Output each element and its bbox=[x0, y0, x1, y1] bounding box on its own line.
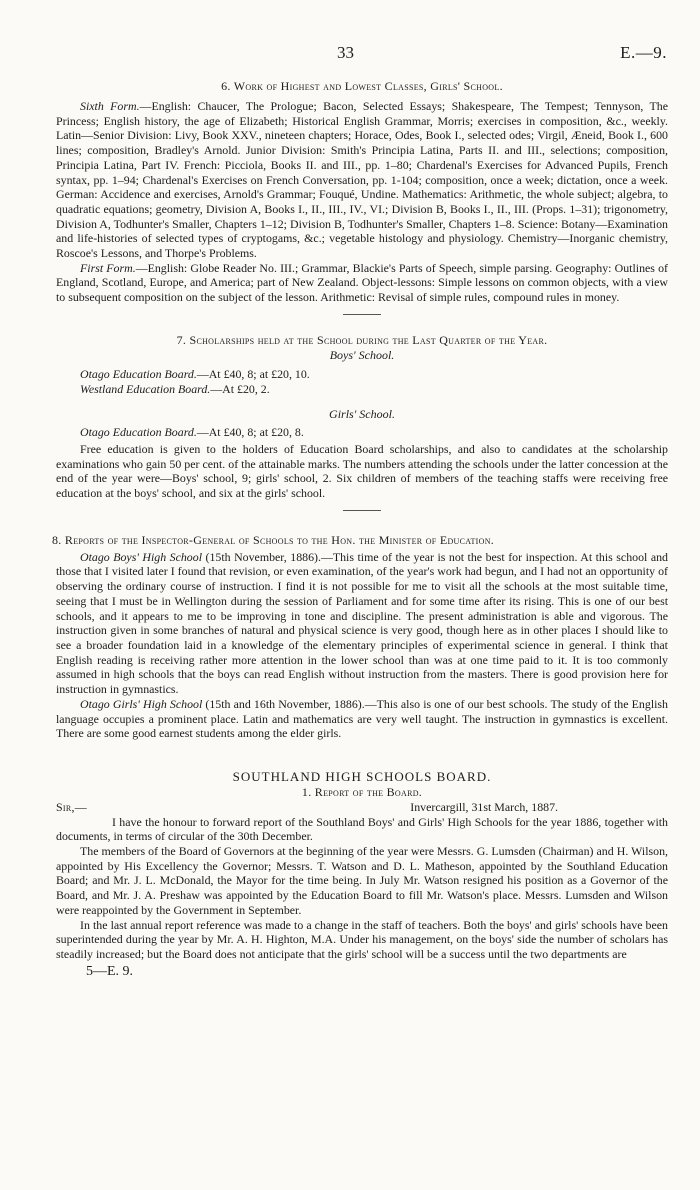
otago-girls-lead: Otago Education Board. bbox=[80, 425, 197, 440]
otago-boys-report bbox=[56, 550, 668, 697]
otago-girls-line bbox=[56, 425, 668, 440]
section-7-heading: 7. Scholarships held at the School during the Last Quarter of the Year. bbox=[176, 332, 548, 347]
otago-boys-line bbox=[56, 367, 668, 382]
section-divider bbox=[343, 314, 381, 315]
free-education-paragraph: Free education is given to the holders of Education Board scholarships, and also to candidates at the scholarship examinations who gain 50 per cent. of the attainable marks. The numbers attending the schools under the latter concession at the end of the year were—Boys' school, 9; girls' school, 2. Six children of members of the teaching staffs were receiving free education at the boys' school, and six at the girls' school. bbox=[56, 441, 668, 501]
girls-school-subheading: Girls' School. bbox=[329, 407, 395, 422]
westland-lead: Westland Education Board. bbox=[80, 381, 211, 396]
first-form-text: —English: Globe Reader No. III.; Grammar, Blackie's Parts of Speech, simple parsing. Geography: Outlines of England, Scotland, Europe, and America; part of New Zealand. Object-lessons: Simple lessons on common objects, with a view to subsequent composition on the subject of the lesson. Arithmetic: Revisal of simple rules, compound rules in money. bbox=[56, 260, 668, 305]
sixth-form-text: —English: Chaucer, The Prologue; Bacon, Selected Essays; Shakespeare, The Tempest; Tennyson, The Princess; English history, the age of Elizabeth; Historical English Grammar, Morris; exercises in composition, &c., weekly. Latin—Senior Division: Livy, Book XXV., nineteen chapters; Horace, Odes, Book I., selected odes; Virgil, Æneid, Book I., 600 lines; composition, Bradley's Arnold. Junior Division: Smith's Principia Latina, Parts II. and III., selections; composition, Principia Latina, Part IV. French: Picciola, Books II. and III., pp. 1–80; Chardenal's Exercises for Advanced Pupils, French syntax, pp. 1–94; Chardenal's Exercises on French Conversation, pp. 1-104; composition, once a week; dictation, once a week. German: Accidence and exercises, Arnold's Grammar; Fouqué, Undine. Mathematics: Arithmetic, the whole subject; algebra, to quadratic equations; geometry, Division A, Books I., II., III., IV., VI.; Division B, Books I., II., III. (Props. 1–31); trigonometry, Division A, Todhunter's Smaller, Chapters 1–12; Division B, Todhunter's Smaller, Chapters 1–8. Science: Botany—Examination and life-histories of selected types of cryptogams, &c.; vegetable histology and physiology. Chemistry—Inorganic chemistry, Roscoe's Lessons, and Thorpe's Problems. bbox=[56, 99, 668, 261]
otago-boys-lead: Otago Education Board. bbox=[80, 366, 197, 381]
document-reference: E.—9. bbox=[620, 43, 667, 62]
southland-board-title: SOUTHLAND HIGH SCHOOLS BOARD. bbox=[232, 768, 492, 784]
page-header bbox=[0, 43, 700, 65]
section-divider bbox=[343, 510, 381, 511]
otago-boys-report-lead: Otago Boys' High School bbox=[80, 549, 202, 564]
document-body bbox=[52, 79, 668, 980]
place-date: Invercargill, 31st March, 1887. bbox=[410, 799, 558, 814]
first-form-lead: First Form. bbox=[80, 260, 136, 275]
otago-boys-text: —At £40, 8; at £20, 10. bbox=[196, 366, 310, 381]
sixth-form-paragraph bbox=[56, 99, 668, 261]
otago-girls-report bbox=[56, 697, 668, 741]
sixth-form-lead: Sixth Form. bbox=[80, 99, 140, 113]
westland-line bbox=[56, 382, 668, 397]
southland-paragraph-3: In the last annual report reference was made to a change in the staff of teachers. Both the boys' and girls' schools have been superintended during the year by Mr. A. H. Highton, M.A. Under his management, on the boys' side the number of scholars has steadily increased; but the Board does not anticipate that the girls' school will be a success until the two departments are bbox=[56, 917, 668, 961]
southland-paragraph-2: The members of the Board of Governors at the beginning of the year were Messrs. G. Lumsden (Chairman) and H. Wilson, appointed by His Excellency the Governor; Messrs. T. Watson and D. L. Matheson, appointed by the Southland Education Board; and Mr. J. L. McDonald, the Mayor for the time being. In July Mr. Watson resigned his position as a Governor of the Board, and Mr. J. A. Preshaw was appointed by the Education Board to fill Mr. Watson's place. Messrs. Lumsden and Wilson were reappointed by the Government in September. bbox=[56, 844, 668, 917]
otago-girls-report-lead: Otago Girls' High School bbox=[80, 696, 203, 711]
southland-paragraph-1: I have the honour to forward report of the Southland Boys' and Girls' High Schools for the year 1886, together with documents, in terms of circular of the 30th December. bbox=[56, 814, 668, 844]
letter-head-row bbox=[56, 800, 668, 815]
otago-boys-report-text: (15th November, 1886).—This time of the year is not the best for inspection. At this school and those that I visited later I found that revision, or even examination, of the year's work had begun, and I had not an opportunity of observing the ordinary course of instruction. I find it is not possible for me to visit all the schools at the most suitable time, seeing that I must be in Wellington during the session of Parliament and for some time after its rising. This is one of our best schools, and it appears to me to be improving in tone and discipline. The present administration is able and vigorous. The instruction given in some branches of natural and physical science is very good, though here as in other places I should like to see a broader foundation laid in a knowledge of the elementary principles of experimental science in general. I think that English reading is receiving rather more attention in the lower school than was at one time paid to it. It is too commonly assumed in high schools that the boys can read English without instruction from the masters. There is good provision here for instruction in gymnastics. bbox=[56, 549, 668, 697]
section-8-heading: 8. Reports of the Inspector-General of Schools to the Hon. the Minister of Education. bbox=[52, 532, 495, 547]
report-of-board-subheading: 1. Report of the Board. bbox=[301, 784, 423, 799]
salutation: Sir,— bbox=[56, 799, 87, 814]
first-form-paragraph bbox=[56, 261, 668, 305]
page-number: 33 bbox=[337, 43, 354, 62]
westland-text: —At £20, 2. bbox=[210, 381, 270, 396]
boys-school-subheading: Boys' School. bbox=[329, 347, 395, 362]
otago-girls-text: —At £40, 8; at £20, 8. bbox=[196, 425, 304, 440]
signature-mark: 5—E. 9. bbox=[86, 963, 134, 979]
otago-girls-report-text: (15th and 16th November, 1886).—This also is one of our best schools. The study of the English language occupies a prominent place. Latin and mathematics are very well taught. The instruction in gymnastics is excellent. There are some good earnest students among the elder girls. bbox=[56, 696, 668, 741]
section-6-heading: 6. Work of Highest and Lowest Classes, Girls' School. bbox=[221, 79, 503, 93]
